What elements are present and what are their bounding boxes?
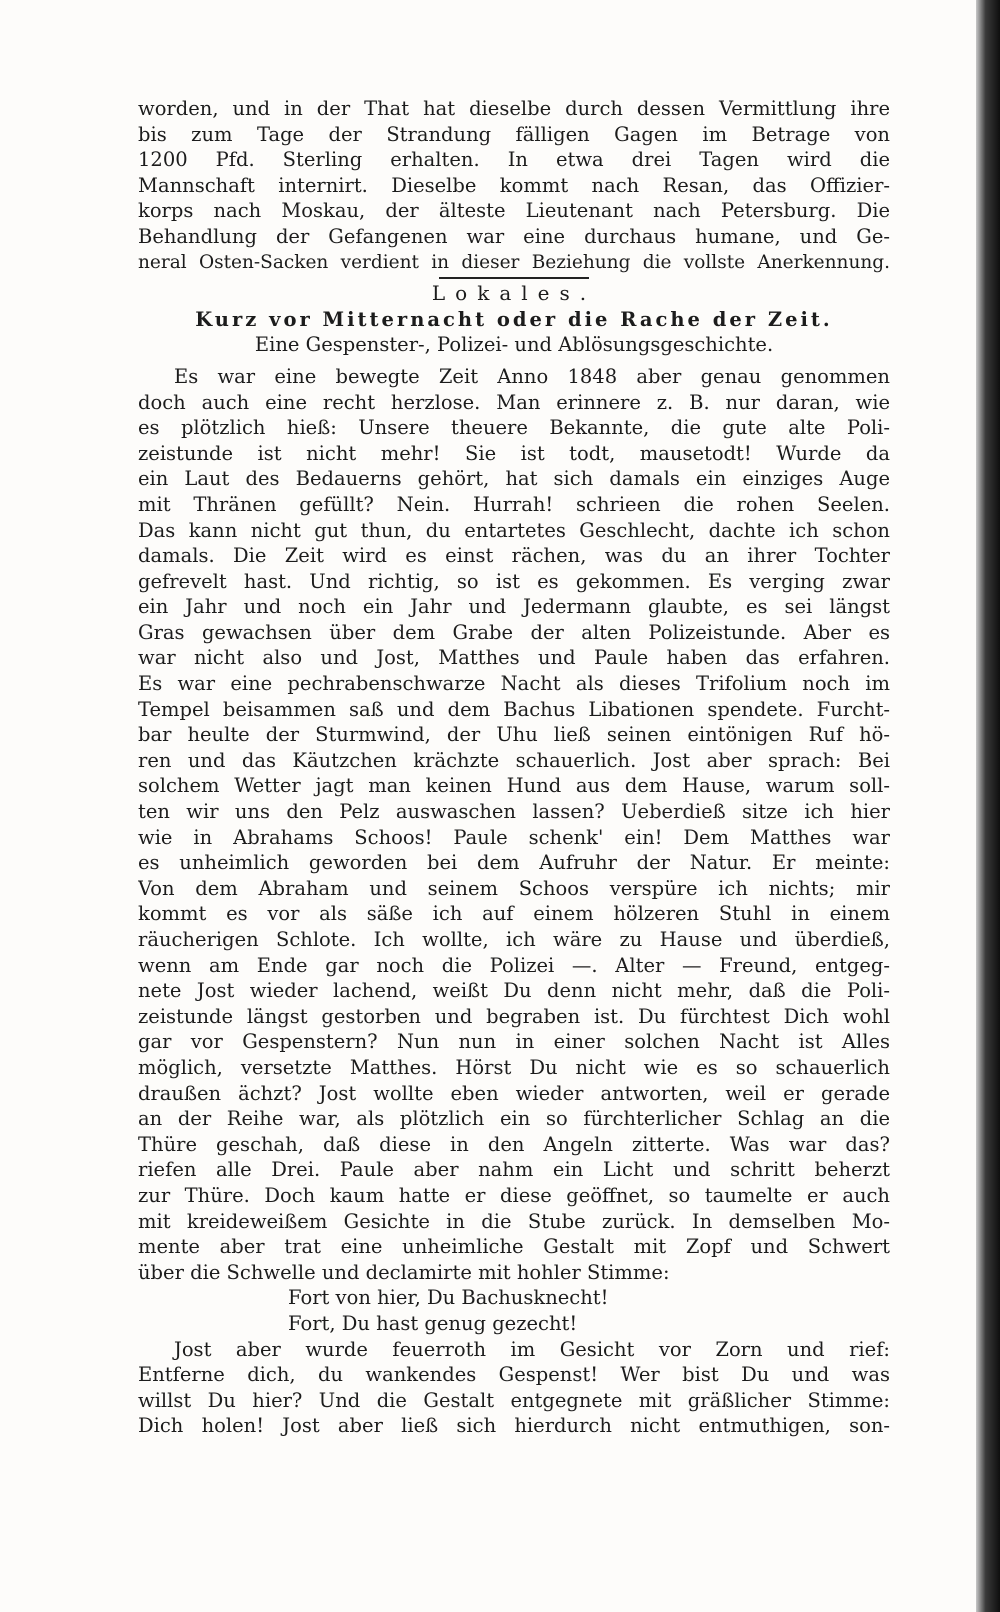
text-line: Mannschaft internirt. Dieselbe kommt nach Resan, das Offizier-	[138, 173, 890, 197]
text-line: Dich holen! Jost aber ließ sich hierdurch nicht entmuthigen, son-	[138, 1414, 890, 1438]
text-line: 1200 Pfd. Sterling erhalten. In etwa drei Tagen wird die	[138, 148, 890, 172]
text-line: an der Reihe war, als plötzlich ein so fürchterlicher Schlag an die	[138, 1107, 890, 1131]
text-line: über die Schwelle und declamirte mit hohler Stimme:	[138, 1260, 670, 1284]
text-line: es plötzlich hieß: Unsere theuere Bekannte, die gute alte Poli-	[138, 416, 890, 440]
verse-line: Fort, Du hast genug gezecht!	[288, 1311, 578, 1335]
text-line: Entferne dich, du wankendes Gespenst! Wer bist Du und was	[138, 1363, 890, 1387]
text-line: ein Jahr und noch ein Jahr und Jedermann glaubte, es sei längst	[138, 595, 890, 619]
article-title: Kurz vor Mitternacht oder die Rache der Zeit.	[195, 307, 833, 331]
text-line: mit Thränen gefüllt? Nein. Hurrah! schrieen die rohen Seelen.	[138, 492, 890, 516]
text-line: Thüre geschah, daß diese in den Angeln zitterte. Was war das?	[138, 1132, 890, 1156]
text-line: möglich, versetzte Matthes. Hörst Du nicht wie es so schauerlich	[138, 1055, 890, 1079]
text-line: zeistunde ist nicht mehr! Sie ist todt, mausetodt! Wurde da	[138, 441, 890, 465]
text-line: doch auch eine recht herzlose. Man erinnere z. B. nur daran, wie	[138, 390, 890, 414]
article-subtitle: Eine Gespenster-, Polizei- und Ablösungsgeschichte.	[254, 333, 774, 357]
verse-block	[138, 1285, 890, 1336]
text-line: Gras gewachsen über dem Grabe der alten Polizeistunde. Aber es	[138, 620, 890, 644]
text-line: damals. Die Zeit wird es einst rächen, was du an ihrer Tochter	[138, 544, 890, 568]
text-line: zeistunde längst gestorben und begraben ist. Du fürchtest Dich wohl	[138, 1004, 890, 1028]
text-line: worden, und in der That hat dieselbe durch dessen Vermittlung ihre	[138, 97, 890, 120]
text-line: nete Jost wieder lachend, weißt Du denn nicht mehr, daß die Poli-	[138, 979, 890, 1003]
text-line: zur Thüre. Doch kaum hatte er diese geöffnet, so taumelte er auch	[138, 1183, 890, 1207]
text-line: gar vor Gespenstern? Nun nun in einer solchen Nacht ist Alles	[138, 1030, 890, 1054]
text-line: mit kreideweißem Gesichte in die Stube zurück. In demselben Mo-	[138, 1209, 890, 1233]
text-line: es unheimlich geworden bei dem Aufruhr der Natur. Er meinte:	[138, 851, 890, 875]
text-line: gefrevelt hast. Und richtig, so ist es gekommen. Es verging zwar	[138, 569, 890, 593]
news-report-paragraph	[138, 96, 890, 275]
text-line: wenn am Ende gar noch die Polizei —. Alter — Freund, entgeg-	[138, 953, 890, 977]
closing-paragraph	[138, 1337, 890, 1439]
text-line: Jost aber wurde feuerroth im Gesicht vor Zorn und rief:	[174, 1337, 890, 1361]
text-line: Tempel beisammen saß und dem Bachus Libationen spendete. Furcht-	[138, 697, 890, 721]
text-line: korps nach Moskau, der älteste Lieutenant nach Petersburg. Die	[138, 199, 890, 223]
section-heading: Lokales.	[431, 281, 597, 306]
text-line: Das kann nicht gut thun, du entartetes Geschlecht, dachte ich schon	[138, 518, 890, 542]
text-line: ren und das Käutzchen krächzte schauerlich. Jost aber sprach: Bei	[138, 748, 890, 772]
text-column	[138, 96, 890, 1439]
section-divider-rule	[439, 277, 589, 279]
text-line: Es war eine pechrabenschwarze Nacht als dieses Trifolium noch im	[138, 672, 890, 696]
text-line: draußen ächzt? Jost wollte eben wieder antworten, weil er gerade	[138, 1081, 890, 1105]
verse-line: Fort von hier, Du Bachusknecht!	[288, 1286, 609, 1310]
text-line: Behandlung der Gefangenen war eine durchaus humane, und Ge-	[138, 224, 890, 248]
article-body	[138, 364, 890, 1285]
text-line: räucherigen Schlote. Ich wollte, ich wäre zu Hause und überdieß,	[138, 928, 890, 951]
text-line: solchem Wetter jagt man keinen Hund aus dem Hause, warum soll-	[138, 774, 890, 798]
text-line: Es war eine bewegte Zeit Anno 1848 aber genau genommen	[174, 364, 890, 388]
text-line: bar heulte der Sturmwind, der Uhu ließ seinen eintönigen Ruf hö-	[138, 723, 890, 747]
text-line: bis zum Tage der Strandung fälligen Gagen im Betrage von	[138, 122, 890, 146]
text-line: mente aber trat eine unheimliche Gestalt mit Zopf und Schwert	[138, 1235, 890, 1259]
text-line: willst Du hier? Und die Gestalt entgegnete mit gräßlicher Stimme:	[138, 1388, 890, 1412]
book-binding-edge	[976, 0, 1000, 1612]
text-line: kommt es vor als säße ich auf einem hölzeren Stuhl in einem	[138, 902, 890, 926]
text-line: Von dem Abraham und seinem Schoos verspüre ich nichts; mir	[138, 876, 890, 900]
text-line: war nicht also und Jost, Matthes und Paule haben das erfahren.	[138, 646, 890, 670]
text-line: riefen alle Drei. Paule aber nahm ein Licht und schritt beherzt	[138, 1158, 890, 1182]
text-line: neral Osten-Sacken verdient in dieser Beziehung die vollste Anerkennung.	[138, 251, 890, 273]
text-line: ein Laut des Bedauerns gehört, hat sich damals ein einziges Auge	[138, 467, 890, 491]
text-line: wie in Abrahams Schoos! Paule schenk' ein! Dem Matthes war	[138, 825, 890, 849]
text-line: ten wir uns den Pelz auswaschen lassen? Ueberdieß sitze ich hier	[138, 800, 890, 824]
